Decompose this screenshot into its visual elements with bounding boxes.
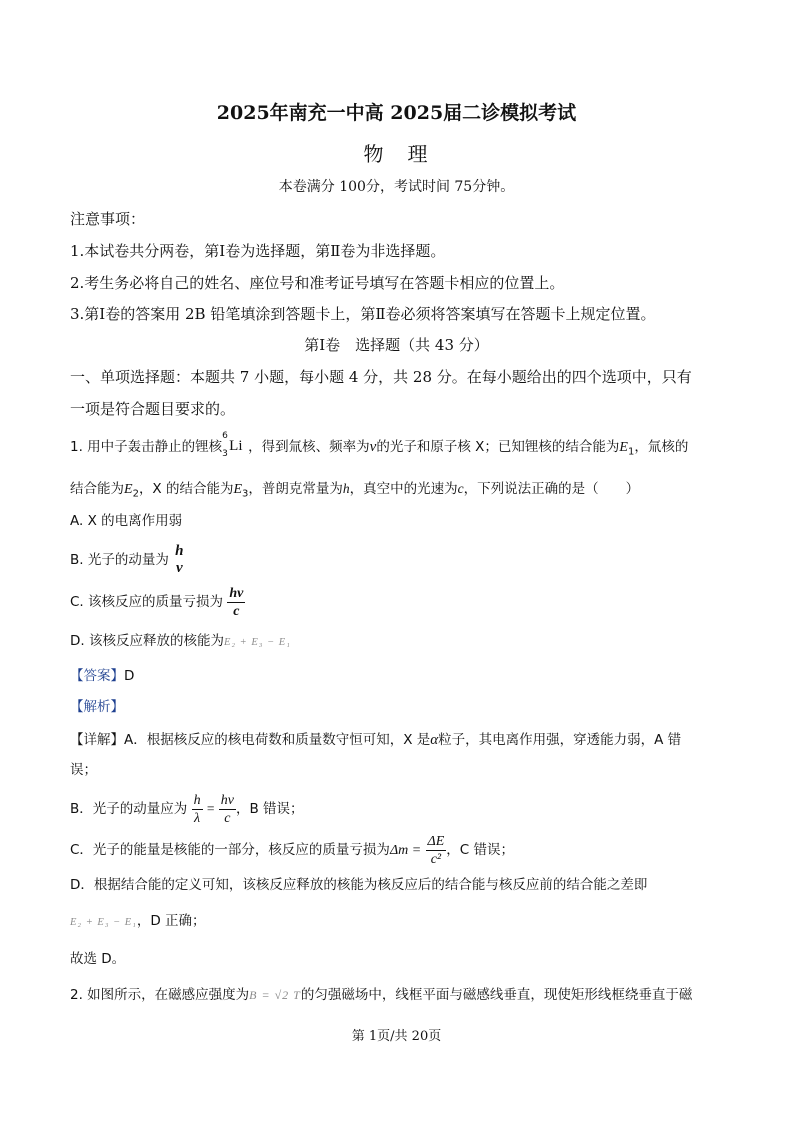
option-d-expression: E₂ + E₃ − E₁ xyxy=(223,637,291,648)
answer-value: D xyxy=(124,668,135,684)
detail-text: ，B 错误； xyxy=(236,801,304,817)
exam-info: 本卷满分 100分，考试时间 75分钟。 xyxy=(278,179,515,195)
c-fraction xyxy=(426,833,447,868)
b-fraction-2 xyxy=(219,792,236,827)
detail-text: ，C 错误； xyxy=(446,842,515,858)
note-item-2: 2.考生务必将自己的姓名、座位号和准考证号填写在答题卡相应的位置上。 xyxy=(70,274,565,292)
subject-title: 物 理 xyxy=(363,142,430,166)
q1-option-d xyxy=(70,630,291,654)
q1-text: 结合能为 xyxy=(70,481,124,497)
answer-line xyxy=(70,665,134,687)
detail-label: 【详解】 xyxy=(70,732,124,748)
option-c-fraction xyxy=(227,585,245,620)
h-symbol: h xyxy=(342,481,350,496)
nu-symbol: ν xyxy=(369,439,377,455)
answer-label: 【答案】 xyxy=(70,668,124,684)
q1-option-b xyxy=(70,540,186,580)
q1-text: 的光子和原子核 X；已知锂核的结合能为 xyxy=(376,439,620,455)
detail-text: B．光子的动量应为 xyxy=(70,801,188,817)
detail-text: ，D 正确； xyxy=(136,913,206,929)
e2-subscript: 2 xyxy=(132,488,139,500)
li-symbol: Li xyxy=(229,438,243,454)
q1-stem-line2 xyxy=(70,474,639,504)
option-c-text: C. 该核反应的质量亏损为 xyxy=(70,594,224,610)
fraction-numerator: hν xyxy=(229,585,244,601)
alpha-symbol: α xyxy=(430,732,439,748)
fraction-numerator: ΔE xyxy=(427,833,445,849)
q2-text: 的匀强磁场中，线框平面与磁感线垂直，现使矩形线框绕垂直于磁 xyxy=(300,987,693,1003)
detail-d-line1: D．根据结合能的定义可知，该核反应释放的核能为核反应后的结合能与核反应前的结合能之差即 xyxy=(70,877,648,893)
q1-text: ，普朗克常量为 xyxy=(248,481,343,497)
q2-stem xyxy=(70,984,692,1006)
e1-subscript: 1 xyxy=(627,446,635,458)
detail-text: A．根据核反应的核电荷数和质量数守恒可知，X 是 xyxy=(124,732,431,748)
b-fraction-1 xyxy=(192,792,203,827)
option-b-text: B. 光子的动量为 xyxy=(70,552,169,568)
section-instruction-2: 一项是符合题目要求的。 xyxy=(70,400,236,418)
d-expression: E₂ + E₃ − E₁ xyxy=(70,917,137,928)
e1-symbol: E xyxy=(619,440,628,455)
fraction-denominator: ν xyxy=(175,560,183,576)
q1-text: ，X 的结合能为 xyxy=(138,481,234,497)
q1-text: ，氚核的 xyxy=(634,439,689,455)
page-number: 第 1页/共 20页 xyxy=(351,1029,442,1044)
exam-title: 2025年南充一中高 2025届二诊模拟考试 xyxy=(216,102,577,124)
q2-text: 2. 如图所示，在磁感应强度为 xyxy=(70,987,250,1003)
note-item-3: 3.第Ⅰ卷的答案用 2B 铅笔填涂到答题卡上，第Ⅱ卷必须将答案填写在答题卡上规定位置。 xyxy=(70,305,656,323)
e2-symbol: E xyxy=(124,482,133,497)
detail-d-line2 xyxy=(70,910,206,934)
q1-text: ，得到氚核、频率为 xyxy=(248,439,370,455)
conclusion: 故选 D。 xyxy=(70,951,126,967)
notes-heading: 注意事项： xyxy=(70,210,146,228)
analysis-label: 【解析】 xyxy=(70,699,124,715)
li-mass-number: 6 xyxy=(222,431,228,441)
detail-c xyxy=(70,828,514,872)
q1-option-c xyxy=(70,582,245,622)
note-item-1: 1.本试卷共分两卷，第Ⅰ卷为选择题，第Ⅱ卷为非选择题。 xyxy=(70,242,446,260)
detail-a-line1 xyxy=(70,729,681,751)
lithium-nuclide xyxy=(222,431,248,459)
q1-stem-line1 xyxy=(70,432,688,462)
fraction-denominator: c² xyxy=(430,851,442,867)
q1-text: 1. 用中子轰击静止的锂核 xyxy=(70,439,223,455)
detail-b xyxy=(70,788,304,830)
equals-sign: = xyxy=(206,801,215,816)
b-field-expression: B = √2 T xyxy=(249,988,301,1002)
detail-a-line2: 误； xyxy=(70,762,97,778)
detail-text: C．光子的能量是核能的一部分，核反应的质量亏损为 xyxy=(70,842,390,858)
li-atomic-number: 3 xyxy=(222,449,228,459)
option-d-text: D. 该核反应释放的核能为 xyxy=(70,633,224,649)
e3-symbol: E xyxy=(233,482,243,497)
option-b-fraction xyxy=(173,543,185,577)
section-title: 第Ⅰ卷 选择题（共 43 分） xyxy=(304,336,489,354)
fraction-denominator: λ xyxy=(194,810,201,826)
fraction-denominator: c xyxy=(233,603,240,619)
fraction-numerator: h xyxy=(193,792,201,808)
fraction-denominator: c xyxy=(224,810,231,826)
mass-defect-lhs: Δm = xyxy=(389,843,422,858)
fraction-numerator: hν xyxy=(220,792,234,808)
q1-text: ，真空中的光速为 xyxy=(349,481,458,497)
detail-text: 粒子，其电离作用强，穿透能力弱，A 错 xyxy=(438,732,682,748)
q1-text: ，下列说法正确的是（ ） xyxy=(463,481,640,497)
section-instruction-1: 一、单项选择题：本题共 7 小题，每小题 4 分，共 28 分。在每小题给出的四个选项中，只有 xyxy=(70,368,692,386)
fraction-numerator: h xyxy=(175,543,184,559)
c-symbol: c xyxy=(457,481,464,496)
e3-subscript: 3 xyxy=(242,488,249,500)
q1-option-a: A. X 的电离作用弱 xyxy=(70,513,183,529)
